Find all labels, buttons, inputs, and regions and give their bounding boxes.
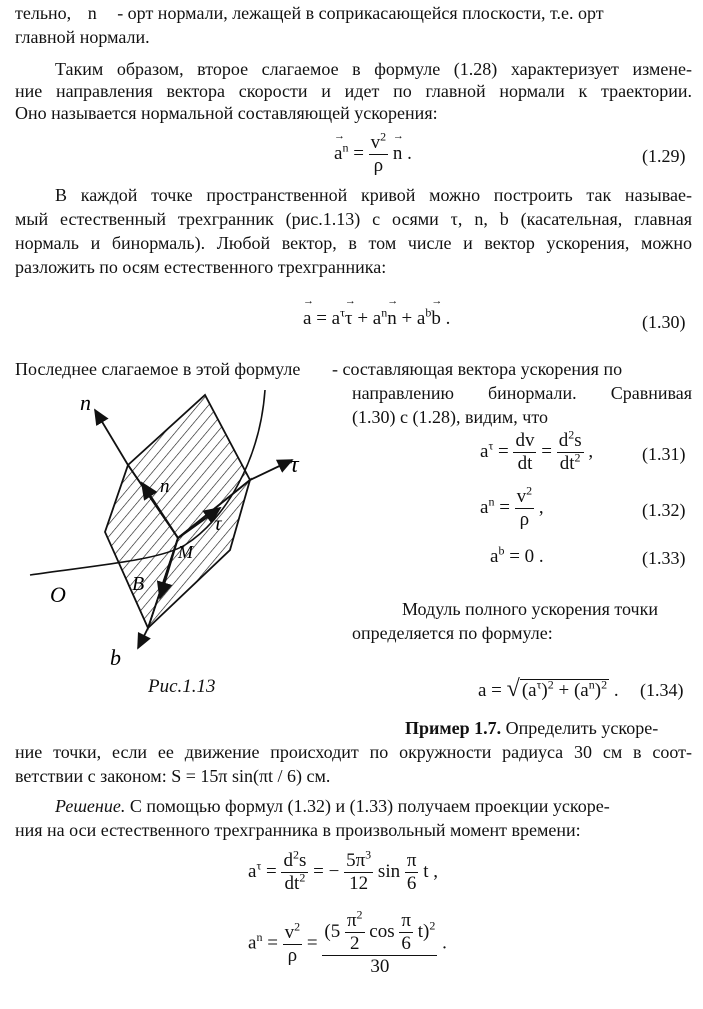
equation-number: (1.31) (642, 444, 686, 464)
text-line: направлению бинормали. Сравнивая (352, 383, 692, 403)
equation-a-n: $a^n$ = $\frac{v^2}{\rho}$ = (5 $\frac{\pi^2}{2}$ cos $\frac{\pi}{6}$ t)$^2$ 30 . (248, 907, 447, 977)
axis-b (138, 628, 148, 648)
equation-number: (1.30) (642, 312, 686, 332)
equation-1-30: → $a = a^\tau\to \tau + a^n\to n + a^b\to b$ . (303, 308, 450, 330)
solution-title: Решение. (55, 796, 126, 816)
equation-1-32: $a^n$ = $\frac{v^2}{\rho}$ , (480, 483, 544, 530)
text-line: Последнее слагаемое в этой формуле (15, 359, 301, 379)
text-line: разложить по осям естественного трехгранника: (15, 257, 387, 277)
label-vec-tau: τ (214, 511, 222, 535)
text-line: ние точки, если ее движение происходит по окружности радиуса 30 см в соот- (15, 742, 692, 762)
axis-n (95, 410, 128, 465)
equation-number: (1.29) (642, 146, 686, 166)
text-line: мый естественный трехгранник (рис.1.13) с осями τ, n, b (касательная, главная (15, 209, 692, 229)
text-line: главной нормали. (15, 27, 150, 47)
equation-1-33: $a^b = 0$ . (490, 543, 544, 567)
equation-1-34: a = √ $(a^\tau)^2 + (a^n)^2$ . (478, 676, 619, 702)
text-line: (1.30) с (1.28), видим, что (352, 407, 548, 427)
text-line: Пример 1.7. Определить ускоре- (405, 718, 659, 738)
text-line: тельно, → n - орт нормали, лежащей в соприкасающейся плоскости, т.е. орт (15, 2, 604, 24)
label-tau: τ (290, 452, 299, 478)
text-line: определяется по формуле: (352, 623, 553, 643)
figure-natural-trihedron (10, 380, 340, 720)
text-line: В каждой точке пространственной кривой можно построить так называе- (55, 185, 692, 205)
example-title: Пример 1.7. (405, 718, 502, 738)
text-line: ветствии с законом: S = 15π sin(πt / 6) см. (15, 766, 331, 786)
figure-caption: Рис.1.13 (148, 676, 216, 697)
text-line: Таким образом, второе слагаемое в формуле (1.28) характеризует измене- (55, 59, 692, 79)
label-b: b (110, 645, 121, 670)
label-vec-n: n (160, 476, 170, 497)
equation-number: (1.34) (640, 680, 684, 700)
equation-number: (1.32) (642, 500, 686, 520)
label-O: O (50, 582, 66, 607)
text-line: Решение. С помощью формул (1.32) и (1.33) получаем проекции ускоре- (55, 796, 610, 816)
text-line: - составляющая вектора ускорения по (332, 359, 623, 379)
equation-a-tau: $a^\tau$ = $\frac{d^2s}{dt^2}$ = − $\frac{5\pi^3}{12}$ sin $\frac{\pi}{6}$ t , (248, 847, 438, 894)
text-line: Модуль полного ускорения точки (402, 599, 658, 619)
equation-number: (1.33) (642, 548, 686, 568)
vector-n: → n (88, 2, 97, 24)
label-vec-b: B (132, 573, 145, 595)
label-n: n (80, 390, 91, 415)
axis-tau (250, 460, 292, 480)
equation-1-29: → $a^n$ = $\frac{v^2}{\rho}$ → n . (334, 132, 412, 177)
text-line: ние направления вектора скорости и идет по главной нормали к траектории. (15, 81, 692, 101)
label-M: M (178, 542, 193, 562)
equation-1-31: $a^\tau$ = $\frac{dv}{dt}$ = $\frac{d^2s}{dt^2}$ , (480, 427, 594, 474)
text-line: Оно называется нормальной составляющей ускорения: (15, 103, 438, 123)
text-line: ния на оси естественного трехгранника в произвольный момент времени: (15, 820, 581, 840)
text-line: нормаль и бинормаль). Любой вектор, в том числе и вектор ускорения, можно (15, 233, 692, 253)
